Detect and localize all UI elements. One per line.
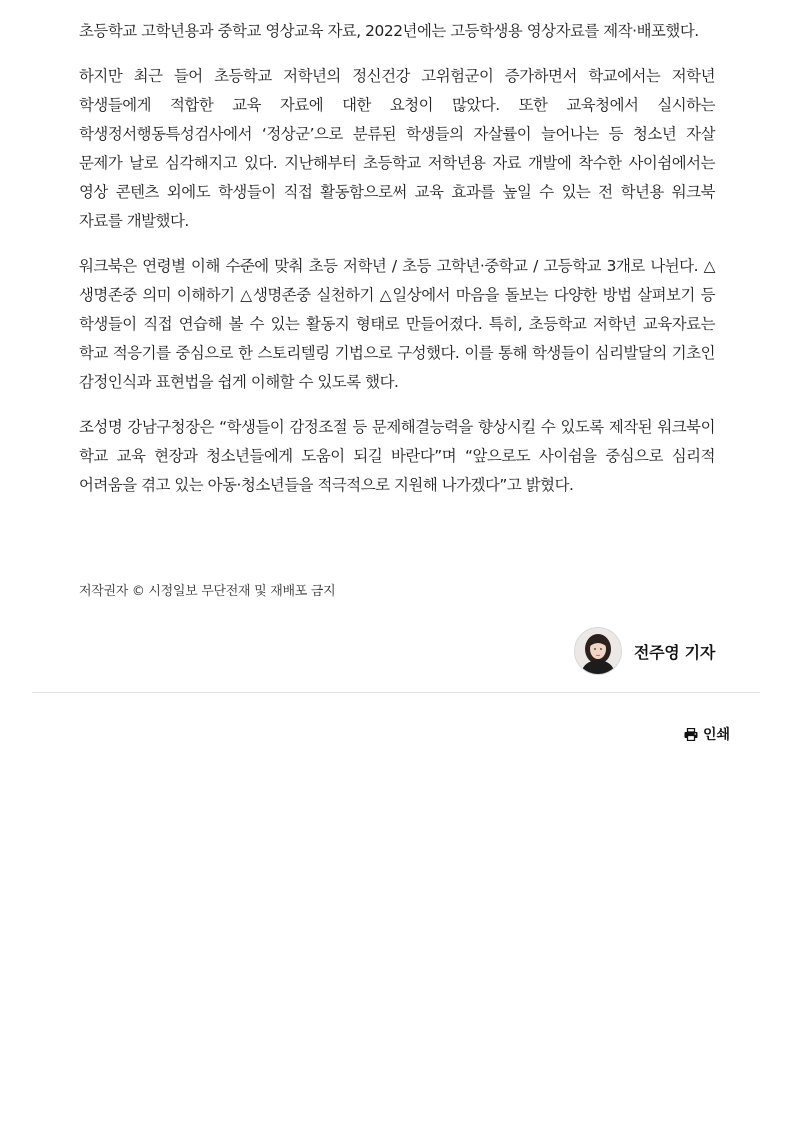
printer-icon	[684, 728, 698, 741]
article-paragraph-4: 조성명 강남구청장은 “학생들이 감정조절 등 문제해결능력을 향상시킬 수 있도록 제작된 워크북이 학교 교육 현장과 청소년들에게 도움이 되길 바란다”며 “앞으로도 사이쉼을 중심으로 심리적 어려움을 겪고 있는 아동·청소년들을 적극적으로 지원해 나가겠다”고 밝혔다.	[79, 418, 715, 494]
copyright-notice: 저작권자 © 시정일보 무단전재 및 재배포 금지	[79, 584, 336, 599]
print-button[interactable]	[684, 724, 730, 744]
article-paragraph-2: 하지만 최근 들어 초등학교 저학년의 정신건강 고위험군이 증가하면서 학교에서는 저학년 학생들에게 적합한 교육 자료에 대한 요청이 많았다. 또한 교육청에서 실시하는 학생정서행동특성검사에서 ‘정상군’으로 분류된 학생들의 자살률이 늘어나는 등 청소년 자살 문제가 날로 심각해지고 있다. 지난해부터 초등학교 저학년용 자료 개발에 착수한 사이쉼에서는 영상 콘텐츠 외에도 학생들이 직접 활동함으로써 교육 효과를 높일 수 있는 전 학년용 워크북 자료를 개발했다.	[79, 67, 715, 230]
reporter-avatar	[574, 627, 622, 675]
reporter-name[interactable]: 전주영 기자	[633, 642, 715, 662]
article-body	[79, 17, 715, 516]
reporter-byline	[574, 627, 715, 675]
print-label: 인쇄	[702, 727, 730, 743]
article-paragraph-1: 초등학교 고학년용과 중학교 영상교육 자료, 2022년에는 고등학생용 영상자료를 제작·배포했다.	[79, 22, 699, 40]
section-divider	[32, 692, 760, 693]
article-paragraph-3: 워크북은 연령별 이해 수준에 맞춰 초등 저학년 / 초등 고학년·중학교 / 고등학교 3개로 나뉜다. △생명존중 의미 이해하기 △생명존중 실천하기 △일상에서 마음을 돌보는 다양한 방법 살펴보기 등 학생들이 직접 연습해 볼 수 있는 활동지 형태로 만들어졌다. 특히, 초등학교 저학년 교육자료는 학교 적응기를 중심으로 한 스토리텔링 기법으로 구성했다. 이를 통해 학생들이 심리발달의 기초인 감정인식과 표현법을 쉽게 이해할 수 있도록 했다.	[79, 257, 715, 391]
